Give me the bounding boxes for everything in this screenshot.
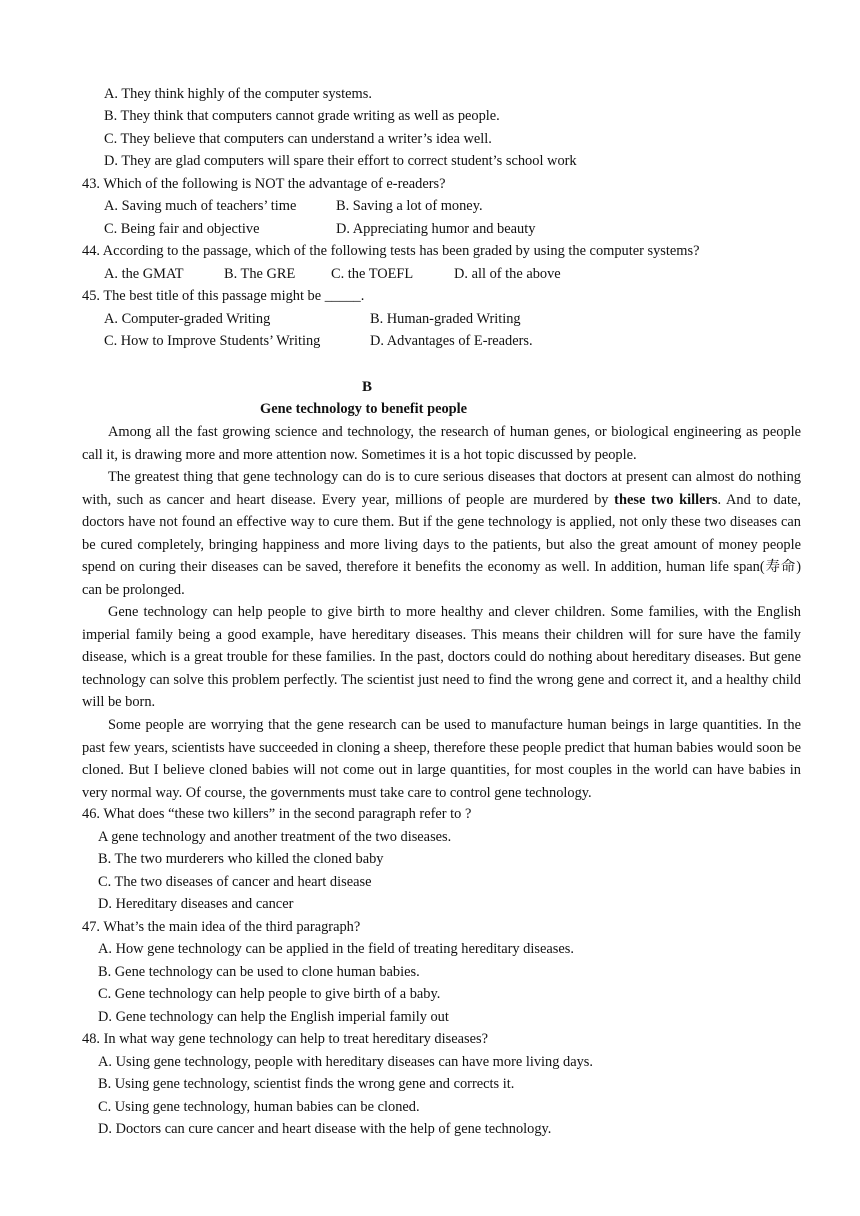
paragraph-2-bold-phrase: these two killers (614, 491, 718, 508)
q42-option-a: A. They think highly of the computer systems. (104, 86, 372, 102)
q46-option-d: D. Hereditary diseases and cancer (98, 896, 294, 912)
q48-stem: 48. In what way gene technology can help to treat hereditary diseases? (82, 1031, 488, 1047)
q45-option-b: B. Human-graded Writing (370, 311, 521, 327)
q43-option-c: C. Being fair and objective (104, 221, 260, 237)
q45-option-d: D. Advantages of E-readers. (370, 333, 533, 349)
passage-paragraph-1 (82, 421, 801, 466)
q43-option-a: A. Saving much of teachers’ time (104, 198, 297, 214)
paragraph-4-text: Some people are worrying that the gene research can be used to manufacture human beings in large quantities. In the past few years, scientists have succeeded in cloning a sheep, therefore these people predict that human babies would soon be cloned. But I believe cloned babies will not come out in large quantities, for most couples in the world can have babies in very normal way. Of course, the governments must take care to control gene technology. (82, 717, 801, 801)
q46-stem: 46. What does “these two killers” in the second paragraph refer to ? (82, 806, 472, 822)
q46-option-c: C. The two diseases of cancer and heart disease (98, 874, 372, 890)
q47-option-a: A. How gene technology can be applied in the field of treating hereditary diseases. (98, 941, 574, 957)
passage-paragraph-3 (82, 601, 801, 714)
q47-option-c: C. Gene technology can help people to give birth of a baby. (98, 986, 441, 1002)
q44-stem: 44. According to the passage, which of the following tests has been graded by using the computer systems? (82, 243, 700, 259)
paragraph-2-text-start: The greatest thing that gene technology can do is to cure serious diseases that doctors at present can almost do nothing with, such as cancer and heart disease. Every year, millions of people are murdered by (82, 469, 801, 508)
paragraph-1-text: Among all the fast growing science and technology, the research of human genes, or biological engineering as people call it, is drawing more and more attention now. Sometimes it is a hot topic discussed by people. (82, 424, 801, 463)
q42-option-c: C. They believe that computers can understand a writer’s idea well. (104, 131, 492, 147)
q44-option-d: D. all of the above (454, 266, 561, 282)
paragraph-2-text-end: . And to date, doctors have not found an effective way to cure them. But if the gene technology is applied, not only these two diseases can be cured completely, bringing happiness and more living days to the patients, but also the great amount of money people spend on curing their diseases can be saved, therefore it benefits the economy as well. In addition, human life span(寿命) can be prolonged. (82, 491, 801, 598)
q43-stem: 43. Which of the following is NOT the advantage of e-readers? (82, 176, 446, 192)
q45-option-a: A. Computer-graded Writing (104, 311, 271, 327)
q48-option-c: C. Using gene technology, human babies can be cloned. (98, 1099, 420, 1115)
q48-option-a: A. Using gene technology, people with hereditary diseases can have more living days. (98, 1054, 594, 1070)
q47-stem: 47. What’s the main idea of the third paragraph? (82, 919, 361, 935)
q44-option-c: C. the TOEFL (331, 266, 414, 282)
q42-option-d: D. They are glad computers will spare their effort to correct student’s school work (104, 153, 577, 169)
q44-option-a: A. the GMAT (104, 266, 184, 282)
q47-option-d: D. Gene technology can help the English imperial family out (98, 1009, 449, 1025)
q46-option-a: A gene technology and another treatment of the two diseases. (98, 829, 452, 845)
passage-paragraph-2 (82, 466, 801, 601)
q45-stem: 45. The best title of this passage might be _____. (82, 288, 365, 304)
q42-option-b: B. They think that computers cannot grade writing as well as people. (104, 108, 500, 124)
q48-option-b: B. Using gene technology, scientist finds the wrong gene and corrects it. (98, 1076, 515, 1092)
passage-title: Gene technology to benefit people (260, 401, 468, 417)
q45-option-c: C. How to Improve Students’ Writing (104, 333, 321, 349)
q43-option-b: B. Saving a lot of money. (336, 198, 483, 214)
paragraph-3-text: Gene technology can help people to give birth to more healthy and clever children. Some families, with the English imperial family being a good example, have hereditary diseases. This means their children will for sure have the family disease, which is a great trouble for these families. In the past, doctors could do nothing about hereditary diseases. But gene technology can solve this problem perfectly. The scientist just need to find the wrong gene and correct it, and a healthy child will be born. (82, 604, 801, 710)
q48-option-d: D. Doctors can cure cancer and heart disease with the help of gene technology. (98, 1121, 552, 1137)
q44-option-b: B. The GRE (224, 266, 296, 282)
q47-option-b: B. Gene technology can be used to clone human babies. (98, 964, 420, 980)
q46-option-b: B. The two murderers who killed the cloned baby (98, 851, 384, 867)
section-letter: B (362, 379, 373, 395)
passage-paragraph-4 (82, 714, 801, 804)
q43-option-d: D. Appreciating humor and beauty (336, 221, 536, 237)
